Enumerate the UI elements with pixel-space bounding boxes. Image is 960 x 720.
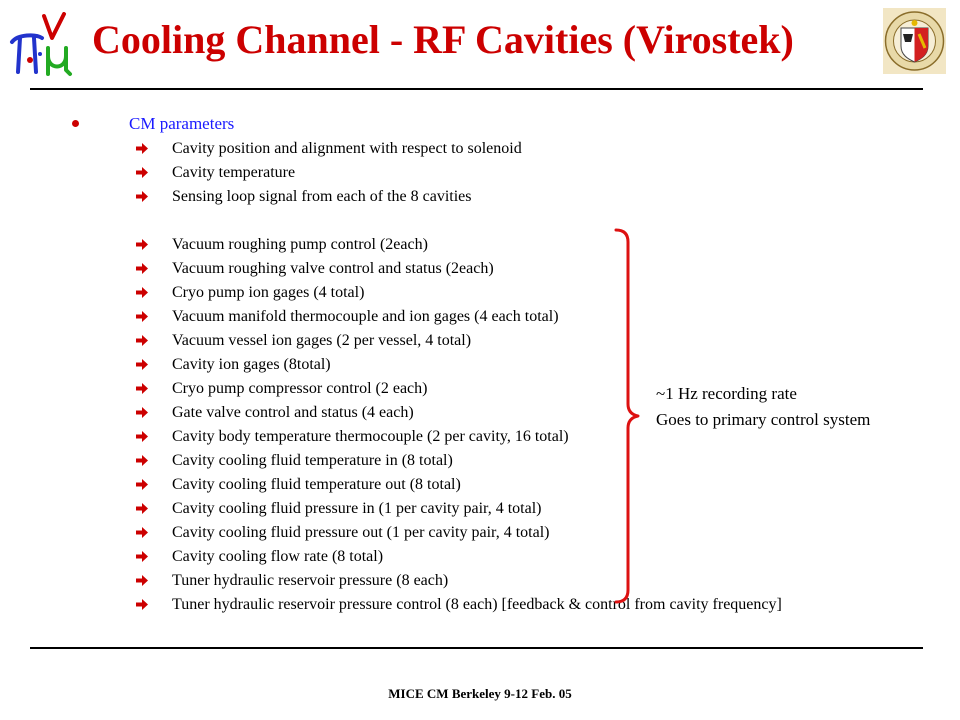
red-arrow-icon	[136, 263, 148, 274]
list-item-text: Cryo pump compressor control (2 each)	[172, 380, 428, 397]
bullet-dot-icon	[72, 120, 79, 127]
list-item	[136, 332, 856, 349]
red-arrow-icon	[136, 431, 148, 442]
list-item	[136, 308, 856, 325]
red-arrow-icon	[136, 383, 148, 394]
list-item-text: Vacuum manifold thermocouple and ion gages (4 each total)	[172, 308, 559, 325]
red-arrow-icon	[136, 479, 148, 490]
footer-divider	[30, 647, 923, 649]
list-item-text: Tuner hydraulic reservoir pressure control (8 each) [feedback & control from cavity frequency]	[172, 596, 782, 613]
list-item-text: Cavity temperature	[172, 164, 296, 181]
list-item-text: Vacuum vessel ion gages (2 per vessel, 4 total)	[172, 332, 472, 349]
red-arrow-icon	[136, 335, 148, 346]
mice-logo	[8, 12, 74, 80]
list-item-text: Cavity cooling fluid temperature in (8 total)	[172, 452, 453, 469]
list-item	[136, 284, 856, 301]
red-arrow-icon	[136, 407, 148, 418]
list-item	[136, 260, 856, 277]
title-divider	[30, 88, 923, 90]
list-item	[136, 572, 856, 589]
red-arrow-icon	[136, 191, 148, 202]
list-item-text: Gate valve control and status (4 each)	[172, 404, 414, 421]
curly-brace-icon	[614, 228, 642, 604]
red-arrow-icon	[136, 287, 148, 298]
annotation-control-system: Goes to primary control system	[656, 410, 871, 429]
list-item-text: Sensing loop signal from each of the 8 cavities	[172, 188, 472, 205]
university-seal-logo	[883, 8, 946, 74]
red-arrow-icon	[136, 311, 148, 322]
annotation-recording-rate: ~1 Hz recording rate	[656, 384, 797, 403]
list-item-text: Cavity ion gages (8total)	[172, 356, 331, 373]
red-arrow-icon	[136, 527, 148, 538]
list-item	[136, 476, 856, 493]
red-arrow-icon	[136, 143, 148, 154]
red-arrow-icon	[136, 575, 148, 586]
list-item-text: Cavity cooling fluid temperature out (8 total)	[172, 476, 461, 493]
list-item-text: Cavity cooling fluid pressure out (1 per cavity pair, 4 total)	[172, 524, 550, 541]
list-item	[136, 356, 856, 373]
list-item	[136, 140, 856, 157]
list-item	[136, 524, 856, 541]
list-item	[136, 452, 856, 469]
list-item	[136, 236, 856, 253]
list-item	[136, 500, 856, 517]
list-item-text: Cavity cooling flow rate (8 total)	[172, 548, 384, 565]
red-arrow-icon	[136, 599, 148, 610]
list-item-text: Vacuum roughing valve control and status (2each)	[172, 260, 494, 277]
list-item	[136, 548, 856, 565]
list-item-text: Vacuum roughing pump control (2each)	[172, 236, 428, 253]
list-item-text: Cryo pump ion gages (4 total)	[172, 284, 365, 301]
page-title: Cooling Channel - RF Cavities (Virostek)	[92, 17, 794, 62]
red-arrow-icon	[136, 455, 148, 466]
list-item	[136, 164, 856, 181]
list-item	[136, 188, 856, 205]
red-arrow-icon	[136, 239, 148, 250]
footer-text: MICE CM Berkeley 9-12 Feb. 05	[388, 686, 572, 701]
red-arrow-icon	[136, 551, 148, 562]
red-arrow-icon	[136, 359, 148, 370]
bullet-cm-parameters: CM parameters	[129, 114, 235, 133]
list-item-text: Cavity body temperature thermocouple (2 per cavity, 16 total)	[172, 428, 569, 445]
list-item-text: Tuner hydraulic reservoir pressure (8 each)	[172, 572, 449, 589]
list-item-text: Cavity cooling fluid pressure in (1 per cavity pair, 4 total)	[172, 500, 542, 517]
list-item-text: Cavity position and alignment with respect to solenoid	[172, 140, 522, 157]
list-item	[136, 596, 856, 613]
red-arrow-icon	[136, 503, 148, 514]
red-arrow-icon	[136, 167, 148, 178]
